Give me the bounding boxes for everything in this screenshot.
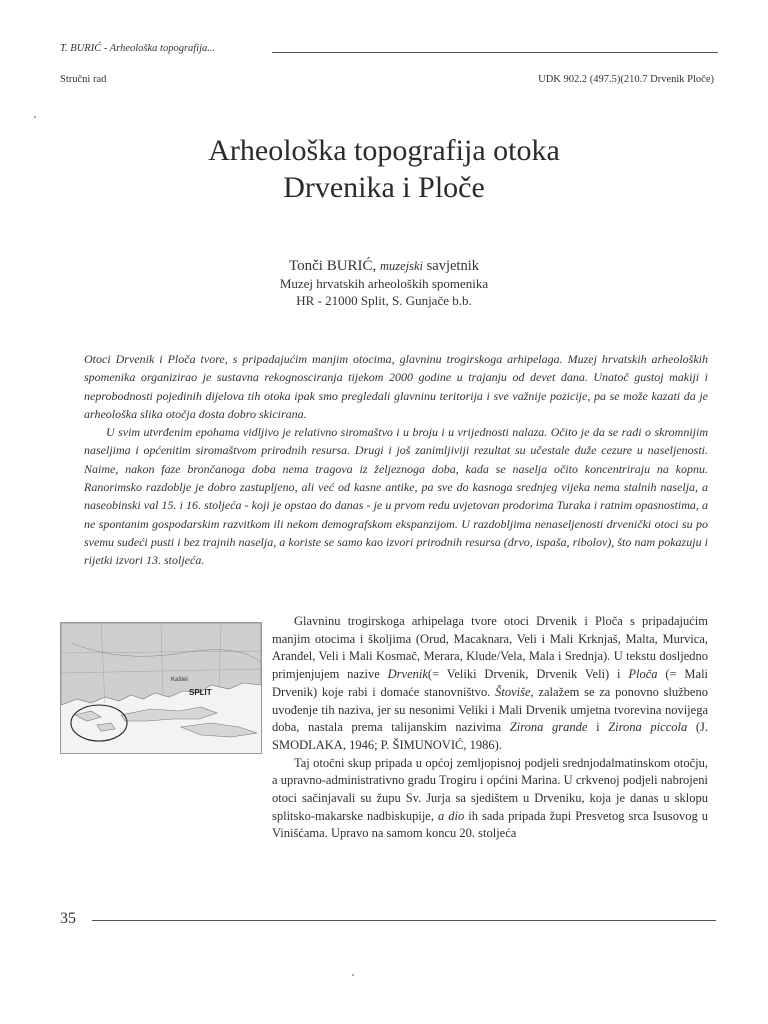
body-text-italic: Ploča	[628, 667, 658, 682]
body-text-run: Taj otočni skup pripada u općoj zemljopisnoj podjeli srednjodalmatinskom otočju, a upravno-administrativno gradu Trogiru i općini Marina. U crkvenoj podjeli nabrojeni otoci sačinjavali su župu Sv. Jurja sa sjedištem u Drveniku, koja je danas u sklopu splitsko-makarske nadbiskupije,	[272, 755, 708, 823]
author-name: Tonči BURIĆ,	[289, 258, 377, 274]
title-line-1: Arheološka topografija otoka	[208, 134, 560, 167]
body-paragraph-1	[272, 613, 708, 755]
scan-speck	[352, 974, 354, 976]
author-line	[60, 258, 708, 275]
author-block	[60, 258, 708, 309]
body-text-run: ih sada pripada župi Presvetog srca Isusovog u Vinišćama. Upravo na samom koncu 20. stoljeća	[272, 808, 709, 841]
article-title	[60, 132, 708, 206]
abstract-paragraph-1: Otoci Drvenik i Ploča tvore, s pripadajućim manjim otocima, glavninu trogirskoga arhipelaga. Muzej hrvatskih arheoloških spomenika organizirao je sustavna rekognosciranja tijekom 2000 godine u trajanju od devet dana. Unatoč gustoj makiji i neprobodnosti pojedinih dijelova tih otoka ipak smo pregledali glavninu teritorija i sve važnije pozicije, pa se može kazati da je arheološka slika otočja dosta dobro skicirana.	[84, 352, 708, 421]
map-label-kastel: Kaštel	[171, 677, 188, 683]
body-text-italic: Štoviše,	[495, 684, 534, 699]
body-text-run: Glavninu trogirskoga arhipelaga tvore otoci Drvenik i Ploča s pripadajućim manjim otocima i školjima (Orud, Macaknara, Veli i Mali Krknjaš, Malta, Murvica, Aranđel, Veli i Mali Kosmač, Merara, Klude/Vela, Mala i Srednja). U tekstu dosljedno primjenjujem nazive	[272, 614, 708, 682]
title-line-2: Drvenika i Ploče	[283, 171, 485, 204]
author-address: HR - 21000 Split, S. Gunjače b.b.	[296, 293, 472, 308]
map-label-split: SPLIT	[189, 688, 212, 697]
body-text-italic: a dio	[437, 808, 465, 823]
body-text-run: i	[596, 720, 600, 735]
page-number: 35	[60, 910, 76, 927]
udk-classification: UDK 902.2 (497.5)(210.7 Drvenik Ploče)	[538, 74, 714, 85]
body-text-run: (= Mali Drvenik) koje rabi i domaće stanovništvo.	[272, 667, 709, 699]
author-role-italic: muzejski	[379, 259, 423, 273]
abstract	[84, 350, 708, 570]
body-text-italic: Drvenik	[387, 667, 428, 682]
author-institution: Muzej hrvatskih arheoloških spomenika	[279, 276, 489, 291]
header-rule	[272, 52, 718, 53]
location-map	[60, 622, 262, 754]
body-text-run: zalažem se za ponovno službeno uvođenje tih naziva, jer su nesonimi Veliki i Mali Drvenik umjetna tvorevina novijega doba, nastala prema talijanskim nazivima	[272, 684, 708, 735]
body-text-run: (= Veliki Drvenik, Drvenik Veli) i	[427, 667, 621, 682]
article-type: Stručni rad	[60, 74, 107, 85]
body-text	[272, 613, 708, 843]
running-head: T. BURIĆ - Arheološka topografija...	[60, 43, 216, 54]
body-paragraph-2	[272, 755, 708, 844]
scan-speck	[34, 116, 36, 118]
author-role: savjetnik	[426, 258, 479, 274]
footer-rule	[92, 920, 716, 921]
map-illustration	[61, 623, 261, 753]
body-text-italic: Zirona grande	[509, 720, 588, 735]
body-text-run: (J. SMODLAKA, 1946; P. ŠIMUNOVIĆ, 1986).	[272, 720, 708, 752]
abstract-paragraph-2: U svim utvrđenim epohama vidljivo je relativno siromaštvo i u broju i u vrijednosti nalaza. Očito je da se radi o skromnijim naseljima i općenitim siromaštvom prirodnih resursa. Drugi i još zanimljiviji rezultat su učestale duže cezure u naseljenosti. Naime, nakon faze brončanoga doba nema tragova iz željeznoga doba, kada se naselja očito koncentriraju na kopnu. Ranorimsko razdoblje je dobro zastupljeno, ali već od kasne antike, pa sve do kasnoga srednjeg vijeka nema stalnih naselja, a naseobinski val 15. i 16. stoljeća - koji je opstao do danas - je u prvom redu uvjetovan prodorima Turaka i ratnim opasnostima, a ne spontanim gospodarskim razvitkom ili nekom demografskom ekspanzijom. U razdobljima nenaseljenosti drvenički otoci su po svemu sudeći pusti i bez trajnih naselja, a koriste se samo kao izvori prirodnih resursa (drvo, ispaša, ribolov), što nam pokazuju i rijetki izvori 13. stoljeća.	[84, 425, 708, 568]
body-text-italic: Zirona piccola	[608, 720, 688, 735]
